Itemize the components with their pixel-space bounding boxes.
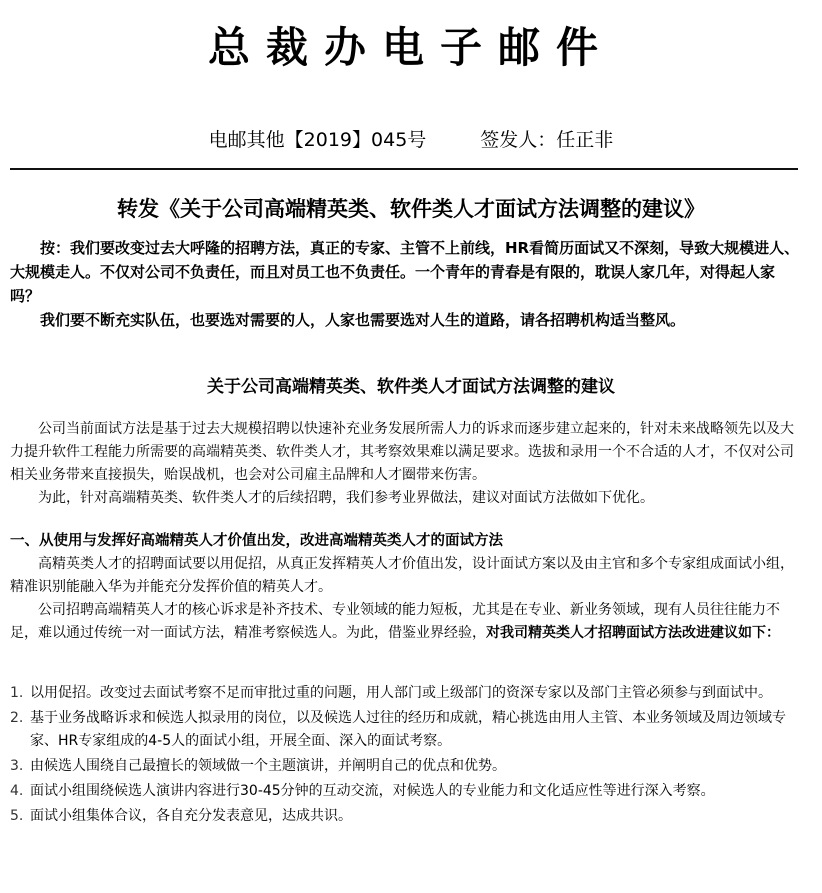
list-item-number: 1. xyxy=(10,685,24,701)
paragraph-gap xyxy=(10,510,802,530)
section-paragraph xyxy=(10,599,802,645)
section-paragraph-emphasis: 对我司精英类人才招聘面试方法改进建议如下： xyxy=(486,625,780,641)
document-number-line xyxy=(0,126,822,154)
article-body xyxy=(10,418,802,645)
editor-note-paragraph: 按：我们要改变过去大呼隆的招聘方法，真正的专家、主管不上前线，HR看简历面试又不深刻，导致大规模进人、大规模走人。不仅对公司不负责任，而且对员工也不负责任。一个青年的青春是有限的，耽误人家几年，对得起人家吗？ xyxy=(10,239,800,305)
list-item-text: 面试小组集体合议，各自充分发表意见，达成共识。 xyxy=(30,808,352,824)
list-item-number: 5. xyxy=(10,808,24,824)
signer: 签发人：任正非 xyxy=(480,129,614,151)
list-item xyxy=(10,707,802,753)
list-item-text: 面试小组围绕候选人演讲内容进行30-45分钟的互动交流，对候选人的专业能力和文化适应性等进行深入考察。 xyxy=(30,783,715,799)
section-paragraph: 高精英类人才的招聘面试要以用促招，从真正发挥精英人才价值出发，设计面试方案以及由主官和多个专家组成面试小组，精准识别能融入华为并能充分发挥价值的精英人才。 xyxy=(10,556,794,595)
forward-title: 转发《关于公司高端精英类、软件类人才面试方法调整的建议》 xyxy=(117,197,705,221)
section-heading: 一、从使用与发挥好高端精英人才价值出发，改进高端精英类人才的面试方法 xyxy=(10,533,503,549)
recommendation-list xyxy=(10,682,802,830)
editor-note xyxy=(10,236,800,332)
masthead-title: 总裁办电子邮件 xyxy=(207,23,614,72)
list-item-text: 由候选人围绕自己最擅长的领域做一个主题演讲，并阐明自己的优点和优势。 xyxy=(30,758,506,774)
list-item-text: 基于业务战略诉求和候选人拟录用的岗位，以及候选人过往的经历和成就，精心挑选由用人主管、本业务领域及周边领域专家、HR专家组成的4-5人的面试小组，开展全面、深入的面试考察。 xyxy=(30,710,786,749)
intro-paragraph: 为此，针对高端精英类、软件类人才的后续招聘，我们参考业界做法，建议对面试方法做如下优化。 xyxy=(38,490,654,506)
list-item xyxy=(10,780,802,803)
list-item xyxy=(10,805,802,828)
header-divider xyxy=(10,168,798,170)
section-paragraph-text: 公司招聘高端精英人才的核心诉求是补齐技术、专业领域的能力短板，尤其是在专业、新业务领域，现有人员往往能力不足，难以通过传统一对一面试方法，精准考察候选人。为此，借鉴业界经验， xyxy=(10,602,780,641)
list-item-number: 4. xyxy=(10,783,24,799)
intro-paragraph: 公司当前面试方法是基于过去大规模招聘以快速补充业务发展所需人力的诉求而逐步建立起来的，针对未来战略领先以及大力提升软件工程能力所需要的高端精英类、软件类人才，其考察效果难以满足要求。选拔和录用一个不合适的人才，不仅对公司相关业务带来直接损失，贻误战机，也会对公司雇主品牌和人才圈带来伤害。 xyxy=(10,421,794,483)
list-item-text: 以用促招。改变过去面试考察不足而审批过重的问题，用人部门或上级部门的资深专家以及部门主管必须参与到面试中。 xyxy=(30,685,772,701)
list-item-number: 3. xyxy=(10,758,24,774)
list-item xyxy=(10,682,802,705)
list-item xyxy=(10,755,802,778)
list-item-number: 2. xyxy=(10,710,24,726)
editor-note-paragraph: 我们要不断充实队伍，也要选对需要的人，人家也需要选对人生的道路，请各招聘机构适当整风。 xyxy=(40,311,686,329)
article-title: 关于公司高端精英类、软件类人才面试方法调整的建议 xyxy=(207,377,615,397)
document-number: 电邮其他【2019】045号 xyxy=(208,129,427,151)
